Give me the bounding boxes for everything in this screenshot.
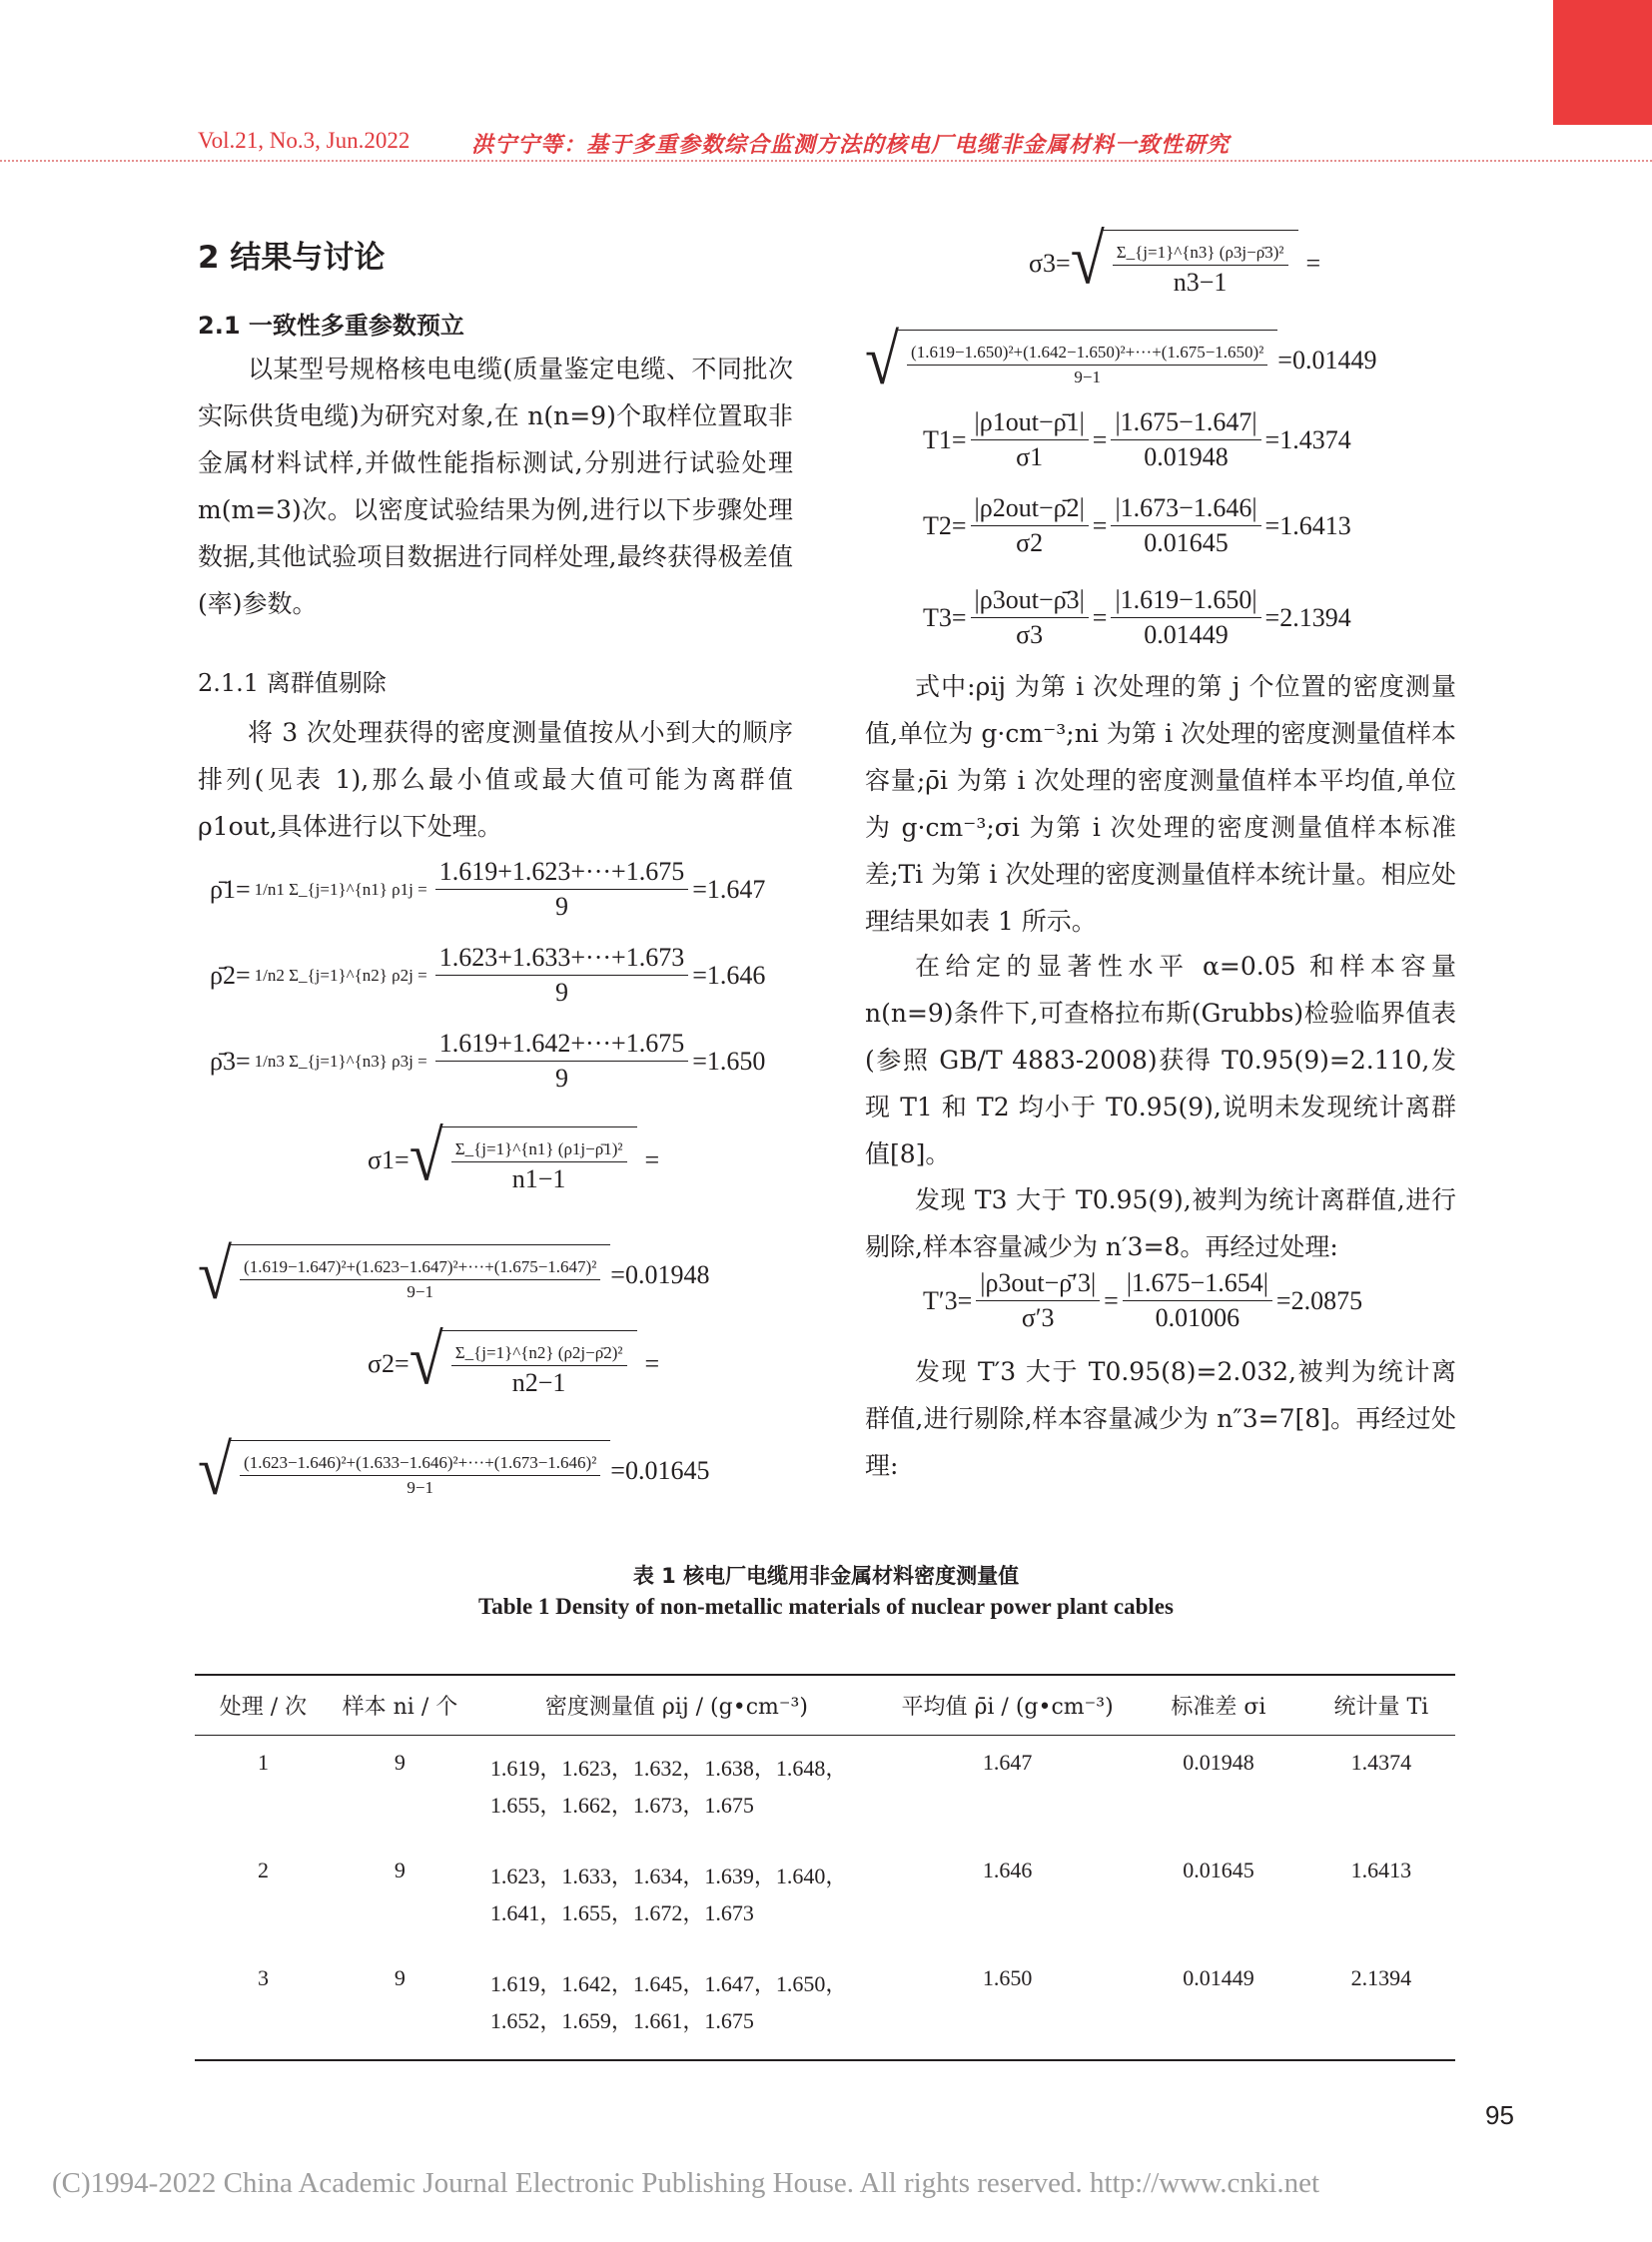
page-number: 95 bbox=[1485, 2100, 1514, 2130]
eq-lhs: ρ̄3= bbox=[210, 1046, 251, 1076]
eq-numerator: Σ_{j=1}^{n1} (ρ1j−ρ̄1)² bbox=[451, 1139, 627, 1162]
table-cell: 0.01645 bbox=[1183, 1858, 1254, 1882]
radical-icon: √ bbox=[198, 1431, 233, 1511]
eq-denominator: n2−1 bbox=[511, 1368, 566, 1397]
eq-result: =1.646 bbox=[692, 960, 766, 990]
eq-result: =2.0875 bbox=[1275, 1285, 1363, 1315]
eq-numerator: |ρ3out−ρ̄′3| bbox=[976, 1268, 1100, 1301]
eq-denominator: σ3 bbox=[1016, 620, 1044, 649]
measurement-line: 1.619，1.623，1.632，1.638，1.648， bbox=[489, 1756, 848, 1781]
eq-equals: = bbox=[644, 1145, 660, 1174]
table-cell: 1 bbox=[257, 1750, 269, 1775]
eq-denominator-value: 0.01948 bbox=[1144, 442, 1229, 471]
paragraph-outlier-intro: 将 3 次处理获得的密度测量值按从小到大的顺序排列(见表 1),那么最小值或最大值可能为离群值 ρ1out,具体进行以下处理。 bbox=[198, 718, 793, 841]
radical-icon: √ bbox=[409, 1118, 443, 1196]
radical-icon: √ bbox=[198, 1235, 233, 1315]
eq-denominator: n1−1 bbox=[511, 1164, 566, 1193]
eq-result: =1.6413 bbox=[1264, 510, 1351, 540]
radical-icon: √ bbox=[865, 321, 900, 400]
paragraph-outlier-removal: 发现 T3 大于 T0.95(9),被判为统计离群值,进行剔除,样本容量减少为 n′3=8。再经过处理: bbox=[865, 1185, 1456, 1261]
subsubsection-title: 2.1.1 离群值剔除 bbox=[198, 669, 387, 697]
eq-numerator: |ρ1out−ρ̄1| bbox=[971, 407, 1089, 440]
equation-sigma-3-value bbox=[865, 321, 1377, 400]
eq-lhs: T2= bbox=[923, 510, 967, 540]
eq-numerator: (1.619−1.650)²+(1.642−1.650)²+···+(1.675−1.650)² bbox=[907, 343, 1267, 366]
header-divider bbox=[0, 160, 1652, 162]
eq-lhs: T′3= bbox=[923, 1285, 973, 1315]
equation-T3-prime: T′3= $\frac{\text{|ρ3out−ρ̄′3|}}{\sigma'3}$ = $\frac{|1.675-1.654|}{0.01006}$ =2.0875 bbox=[923, 1268, 1363, 1332]
table-cell: 9 bbox=[394, 1750, 406, 1775]
table-header-cell: 统计量 Ti bbox=[1333, 1695, 1429, 1720]
table-header-cell: 处理 / 次 bbox=[219, 1695, 308, 1720]
table-header-cell: 样本 ni / 个 bbox=[342, 1695, 458, 1720]
table-cell: 0.01948 bbox=[1183, 1750, 1254, 1775]
corner-color-tab bbox=[1553, 0, 1652, 125]
table-cell: 1.650 bbox=[982, 1965, 1033, 1990]
table-cell: 3 bbox=[257, 1965, 269, 1990]
eq-result: =1.647 bbox=[692, 874, 766, 904]
eq-lhs: ρ̄1= bbox=[210, 874, 251, 904]
equation-T2: T2= $\frac{\text{|ρ2out−ρ̄2|}}{\sigma 2}$ = $\frac{|1.673-1.646|}{0.01645}$ =1.6413 bbox=[923, 493, 1351, 557]
measurement-line: 1.623，1.633，1.634，1.639，1.640， bbox=[489, 1864, 848, 1888]
equation-T3: T3= $\frac{\text{|ρ3out−ρ̄3|}}{\sigma 3}$ = $\frac{|1.619-1.650|}{0.01449}$ =2.1394 bbox=[923, 585, 1351, 649]
journal-reference: Vol.21, No.3, Jun.2022 bbox=[198, 128, 411, 153]
table-cell: 2.1394 bbox=[1350, 1965, 1412, 1990]
table-header-cell: 密度测量值 ρij / (g•cm⁻³) bbox=[544, 1695, 808, 1720]
eq-denominator: σ1 bbox=[1016, 442, 1044, 471]
measurement-line: 1.619，1.642，1.645，1.647，1.650， bbox=[489, 1971, 848, 1996]
eq-numerator: |ρ3out−ρ̄3| bbox=[971, 585, 1089, 618]
eq-numerator: (1.619−1.647)²+(1.623−1.647)²+···+(1.675−1.647)² bbox=[240, 1257, 600, 1280]
table-header-cell: 平均值 ρ̄i / (g•cm⁻³) bbox=[901, 1695, 1114, 1720]
table-header-cell: 标准差 σi bbox=[1171, 1695, 1266, 1720]
eq-result: =0.01645 bbox=[610, 1456, 710, 1485]
eq-result: =0.01948 bbox=[610, 1260, 710, 1289]
eq-numerator-value: |1.619−1.650| bbox=[1111, 585, 1260, 618]
eq-sum-coef: 1/n1 Σ_{j=1}^{n1} ρ1j = bbox=[254, 879, 427, 899]
eq-lhs: T1= bbox=[923, 424, 967, 454]
eq-sum-coef: 1/n2 Σ_{j=1}^{n2} ρ2j = bbox=[254, 965, 427, 985]
table-cell: 1.647 bbox=[982, 1750, 1033, 1775]
eq-denominator: 9−1 bbox=[407, 1282, 433, 1301]
subsection-title: 2.1 一致性多重参数预立 bbox=[198, 312, 464, 340]
eq-denominator: σ′3 bbox=[1021, 1303, 1055, 1332]
eq-result: =0.01449 bbox=[1277, 346, 1377, 374]
table-cell: 2 bbox=[257, 1858, 269, 1882]
eq-equals: = bbox=[1305, 249, 1321, 278]
eq-lhs: T3= bbox=[923, 602, 967, 632]
equation-sigma-3-def bbox=[1029, 221, 1321, 300]
eq-denominator: 9−1 bbox=[407, 1478, 433, 1497]
eq-numerator-value: |1.673−1.646| bbox=[1111, 493, 1260, 526]
eq-denominator: 9−1 bbox=[1074, 368, 1101, 386]
equation-sigma-1-def bbox=[368, 1118, 660, 1196]
equation-mean-1 bbox=[210, 857, 765, 922]
paragraph-intro: 以某型号规格核电电缆(质量鉴定电缆、不同批次实际供货电缆)为研究对象,在 n(n=9)个取样位置取非金属材料试样,并做性能指标测试,分别进行试验处理 m(m=3)次。以密度试验结果为例,进行以下步骤处理数据,其他试验项目数据进行同样处理,最终获得极差值(率)参数。 bbox=[198, 355, 793, 618]
paragraph-second-removal: 发现 T′3 大于 T0.95(8)=2.032,被判为统计离群值,进行剔除,样本容量减少为 n″3=7[8]。再经过处理: bbox=[865, 1357, 1456, 1480]
eq-numerator: 1.623+1.633+···+1.673 bbox=[435, 943, 688, 976]
radical-icon: √ bbox=[409, 1321, 443, 1400]
eq-numerator: 1.619+1.623+···+1.675 bbox=[435, 857, 688, 890]
paragraph-symbol-definitions: 式中:ρij 为第 i 次处理的第 j 个位置的密度测量值,单位为 g·cm⁻³;ni 为第 i 次处理的密度测量值样本容量;ρ̄i 为第 i 次处理的密度测量值样本平均值,单位为 g·cm⁻³;σi 为第 i 次处理的密度测量值样本标准差;Ti 为第 i 次处理的密度测量值样本统计量。相应处理结果如表 1 所示。 bbox=[865, 672, 1456, 936]
eq-numerator-value: |1.675−1.647| bbox=[1111, 407, 1260, 440]
equation-T1: T1= $\frac{\text{|ρ1out−ρ̄1|}}{\sigma 1}$ = $\frac{|1.675-1.647|}{0.01948}$ =1.4374 bbox=[923, 407, 1351, 471]
equation-sigma-2-def bbox=[368, 1321, 660, 1400]
table-header-row bbox=[195, 1675, 1455, 1736]
eq-denominator-value: 0.01449 bbox=[1144, 620, 1229, 649]
eq-sum-coef: 1/n3 Σ_{j=1}^{n3} ρ3j = bbox=[254, 1051, 427, 1071]
eq-result: =1.650 bbox=[692, 1046, 766, 1076]
eq-denominator-value: 0.01006 bbox=[1155, 1303, 1240, 1332]
eq-denominator: 9 bbox=[554, 978, 568, 1007]
section-title: 2 结果与讨论 bbox=[198, 240, 386, 276]
table-caption-cn: 表 1 核电厂电缆用非金属材料密度测量值 bbox=[632, 1564, 1020, 1588]
measurement-line: 1.652，1.659，1.661，1.675 bbox=[489, 2008, 754, 2033]
measurement-line: 1.655，1.662，1.673，1.675 bbox=[489, 1793, 754, 1818]
equation-sigma-1-value bbox=[198, 1235, 710, 1315]
eq-lhs: σ3= bbox=[1029, 249, 1071, 278]
eq-numerator: |ρ2out−ρ̄2| bbox=[971, 493, 1089, 526]
running-title: 洪宁宁等：基于多重参数综合监测方法的核电厂电缆非金属材料一致性研究 bbox=[471, 132, 1231, 158]
eq-denominator: σ2 bbox=[1016, 528, 1044, 557]
density-table bbox=[195, 1674, 1455, 2061]
measurement-line: 1.641，1.655，1.672，1.673 bbox=[489, 1900, 754, 1925]
table-cell: 1.6413 bbox=[1350, 1858, 1412, 1882]
equation-mean-2 bbox=[210, 943, 765, 1008]
eq-denominator: n3−1 bbox=[1173, 268, 1228, 297]
copyright-footer: (C)1994-2022 China Academic Journal Electronic Publishing House. All rights reserved. http://www.cnki.net bbox=[52, 2167, 1320, 2199]
table-cell-measurements bbox=[468, 1951, 885, 2060]
table-cell: 1.646 bbox=[982, 1858, 1033, 1882]
eq-result: =1.4374 bbox=[1264, 424, 1351, 454]
eq-lhs: ρ̄2= bbox=[210, 960, 251, 990]
equation-mean-3 bbox=[210, 1029, 765, 1094]
radical-icon: √ bbox=[1070, 221, 1105, 300]
table-row bbox=[195, 1951, 1455, 2060]
eq-numerator-value: |1.675−1.654| bbox=[1123, 1268, 1272, 1301]
eq-lhs: σ2= bbox=[368, 1349, 410, 1378]
eq-denominator-value: 0.01645 bbox=[1144, 528, 1229, 557]
eq-denominator: 9 bbox=[554, 1064, 568, 1093]
eq-result: =2.1394 bbox=[1264, 602, 1351, 632]
eq-numerator: Σ_{j=1}^{n2} (ρ2j−ρ̄2)² bbox=[451, 1343, 627, 1366]
eq-denominator: 9 bbox=[554, 892, 568, 921]
paragraph-grubbs-test: 在给定的显著性水平 α=0.05 和样本容量 n(n=9)条件下,可查格拉布斯(Grubbs)检验临界值表(参照 GB/T 4883-2008)获得 T0.95(9)=2.110,发现 T1 和 T2 均小于 T0.95(9),说明未发现统计离群值[8]。 bbox=[865, 952, 1456, 1168]
eq-numerator: Σ_{j=1}^{n3} (ρ3j−ρ̄3)² bbox=[1113, 243, 1288, 266]
eq-lhs: σ1= bbox=[368, 1145, 410, 1174]
eq-numerator: 1.619+1.642+···+1.675 bbox=[435, 1029, 688, 1062]
table-row bbox=[195, 1844, 1455, 1951]
equation-sigma-2-value bbox=[198, 1431, 710, 1511]
table-cell: 9 bbox=[394, 1965, 406, 1990]
eq-numerator: (1.623−1.646)²+(1.633−1.646)²+···+(1.673−1.646)² bbox=[240, 1453, 600, 1476]
table-cell: 1.4374 bbox=[1350, 1750, 1412, 1775]
table-cell-measurements bbox=[468, 1844, 885, 1951]
table-cell-measurements bbox=[468, 1736, 885, 1845]
table-cell: 9 bbox=[394, 1858, 406, 1882]
table-caption-en: Table 1 Density of non-metallic materials of nuclear power plant cables bbox=[478, 1594, 1174, 1619]
table-cell: 0.01449 bbox=[1183, 1965, 1254, 1990]
eq-equals: = bbox=[644, 1349, 660, 1378]
table-row bbox=[195, 1736, 1455, 1845]
